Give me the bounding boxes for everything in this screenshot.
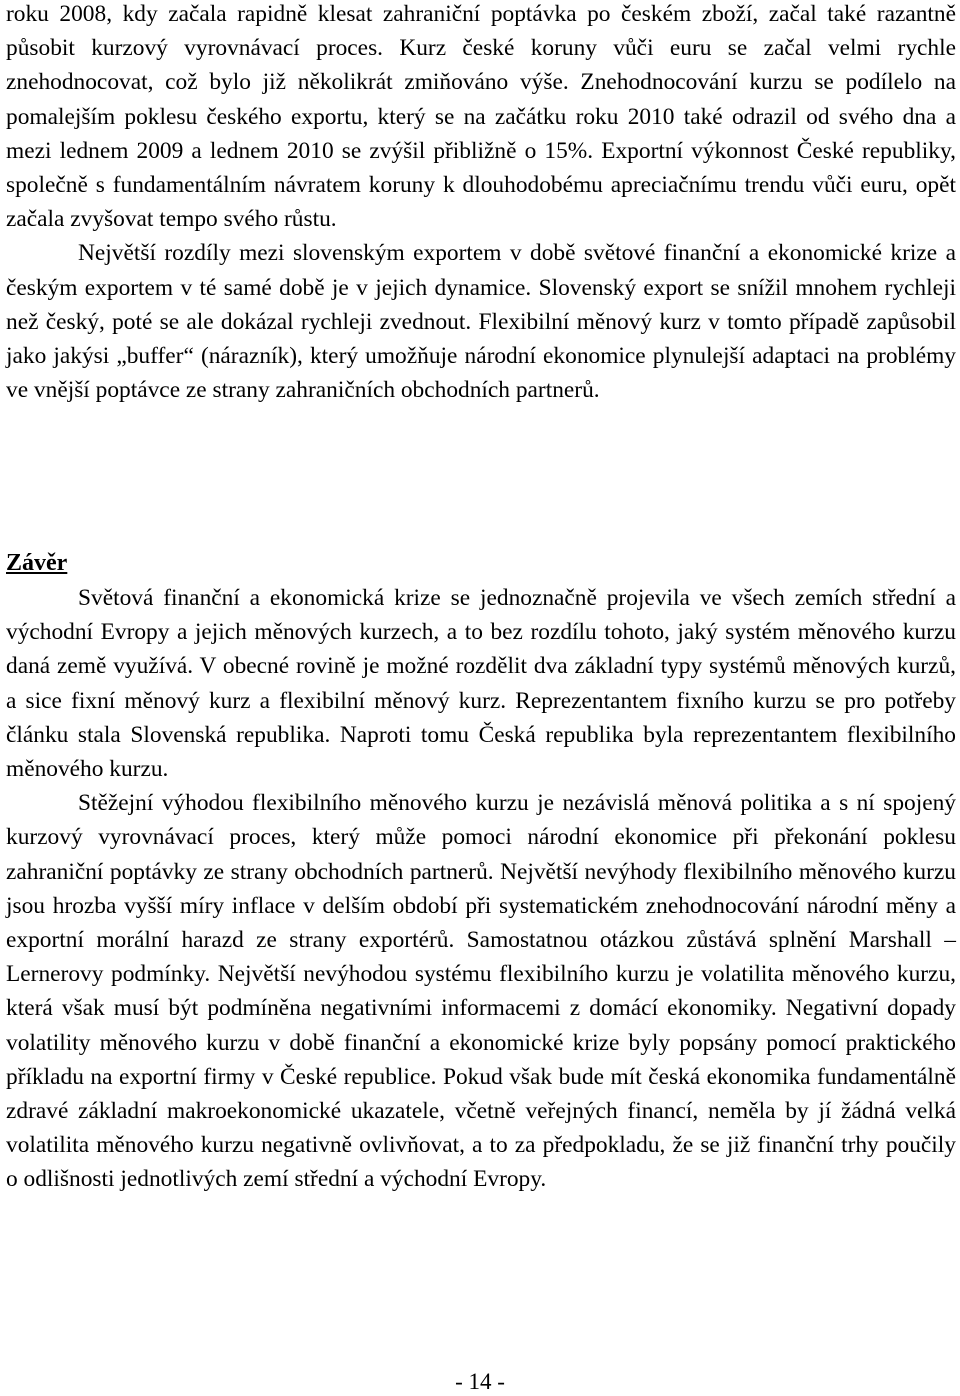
body-paragraph: Stěžejní výhodou flexibilního měnového kurzu je nezávislá měnová politika a s ní spojený kurzový vyrovnávací proces, který může pomoci národní ekonomice při překonání poklesu zahraniční poptávky ze strany obchodních partnerů. Největší nevýhody flexibilního měnového kurzu jsou hrozba vyšší míry inflace v delším období při systematickém znehodnocování národní měny a exportní morální harazd ze strany exportérů. Samostatnou otázkou zůstává splnění Marshall – Lernerovy podmínky. Největší nevýhodou systému flexibilního kurzu je volatilita měnového kurzu, která však musí být podmíněna negativními informacemi z domácí ekonomiky. Negativní dopady volatility měnového kurzu v době finanční a ekonomické krize byly popsány pomocí praktického příkladu na exportní firmy v České republice. Pokud však bude mít česká ekonomika fundamentálně zdravé základní makroekonomické ukazatele, včetně veřejných financí, neměla by jí žádná velká volatilita měnového kurzu negativně ovlivňovat, a to za předpokladu, že se již finanční trhy poučily o odlišnosti jednotlivých zemí střední a východní Evropy. bbox=[6, 790, 956, 1193]
document-page bbox=[6, 0, 956, 1193]
body-paragraph: Největší rozdíly mezi slovenským exportem v době světové finanční a ekonomické krize a českým exportem v té samé době je v jejich dynamice. Slovenský export se snížil mnohem rychleji než český, poté se ale dokázal rychleji zvednout. Flexibilní měnový kurz v tomto případě zapůsobil jako jakýsi „buffer“ (nárazník), který umožňuje národní ekonomice plynulejší adaptaci na problémy ve vnější poptávce ze strany zahraničních obchodních partnerů. bbox=[6, 240, 956, 404]
body-paragraph: Světová finanční a ekonomická krize se jednoznačně projevila ve všech zemích střední a východní Evropy a jejich měnových kurzech, a to bez rozdílu tohoto, jaký systém měnového kurzu daná země využívá. V obecné rovině je možné rozdělit dva základní typy systémů měnových kurzů, a sice fixní měnový kurz a flexibilní měnový kurz. Reprezentantem fixního kurzu se pro potřeby článku stala Slovenská republika. Naproti tomu Česká republika byla reprezentantem flexibilního měnového kurzu. bbox=[6, 585, 956, 783]
section-body bbox=[6, 581, 956, 1197]
body-paragraph: roku 2008, kdy začala rapidně klesat zahraniční poptávka po českém zboží, začal také razantně působit kurzový vyrovnávací proces. Kurz české koruny vůči euru se začal velmi rychle znehodnocovat, což bylo již několikrát zmiňováno výše. Znehodnocování kurzu se podílelo na pomalejším poklesu českého exportu, který se na začátku roku 2010 také odrazil od svého dna a mezi lednem 2009 a lednem 2010 se zvýšil přibližně o 15%. Exportní výkonnost České republiky, společně s fundamentálním návratem koruny k dlouhodobému apreciačnímu trendu vůči euru, opět začala zvyšovat tempo svého růstu. bbox=[6, 1, 956, 233]
page-number: - 14 - bbox=[455, 1369, 505, 1394]
section-heading: Závěr bbox=[6, 550, 68, 576]
